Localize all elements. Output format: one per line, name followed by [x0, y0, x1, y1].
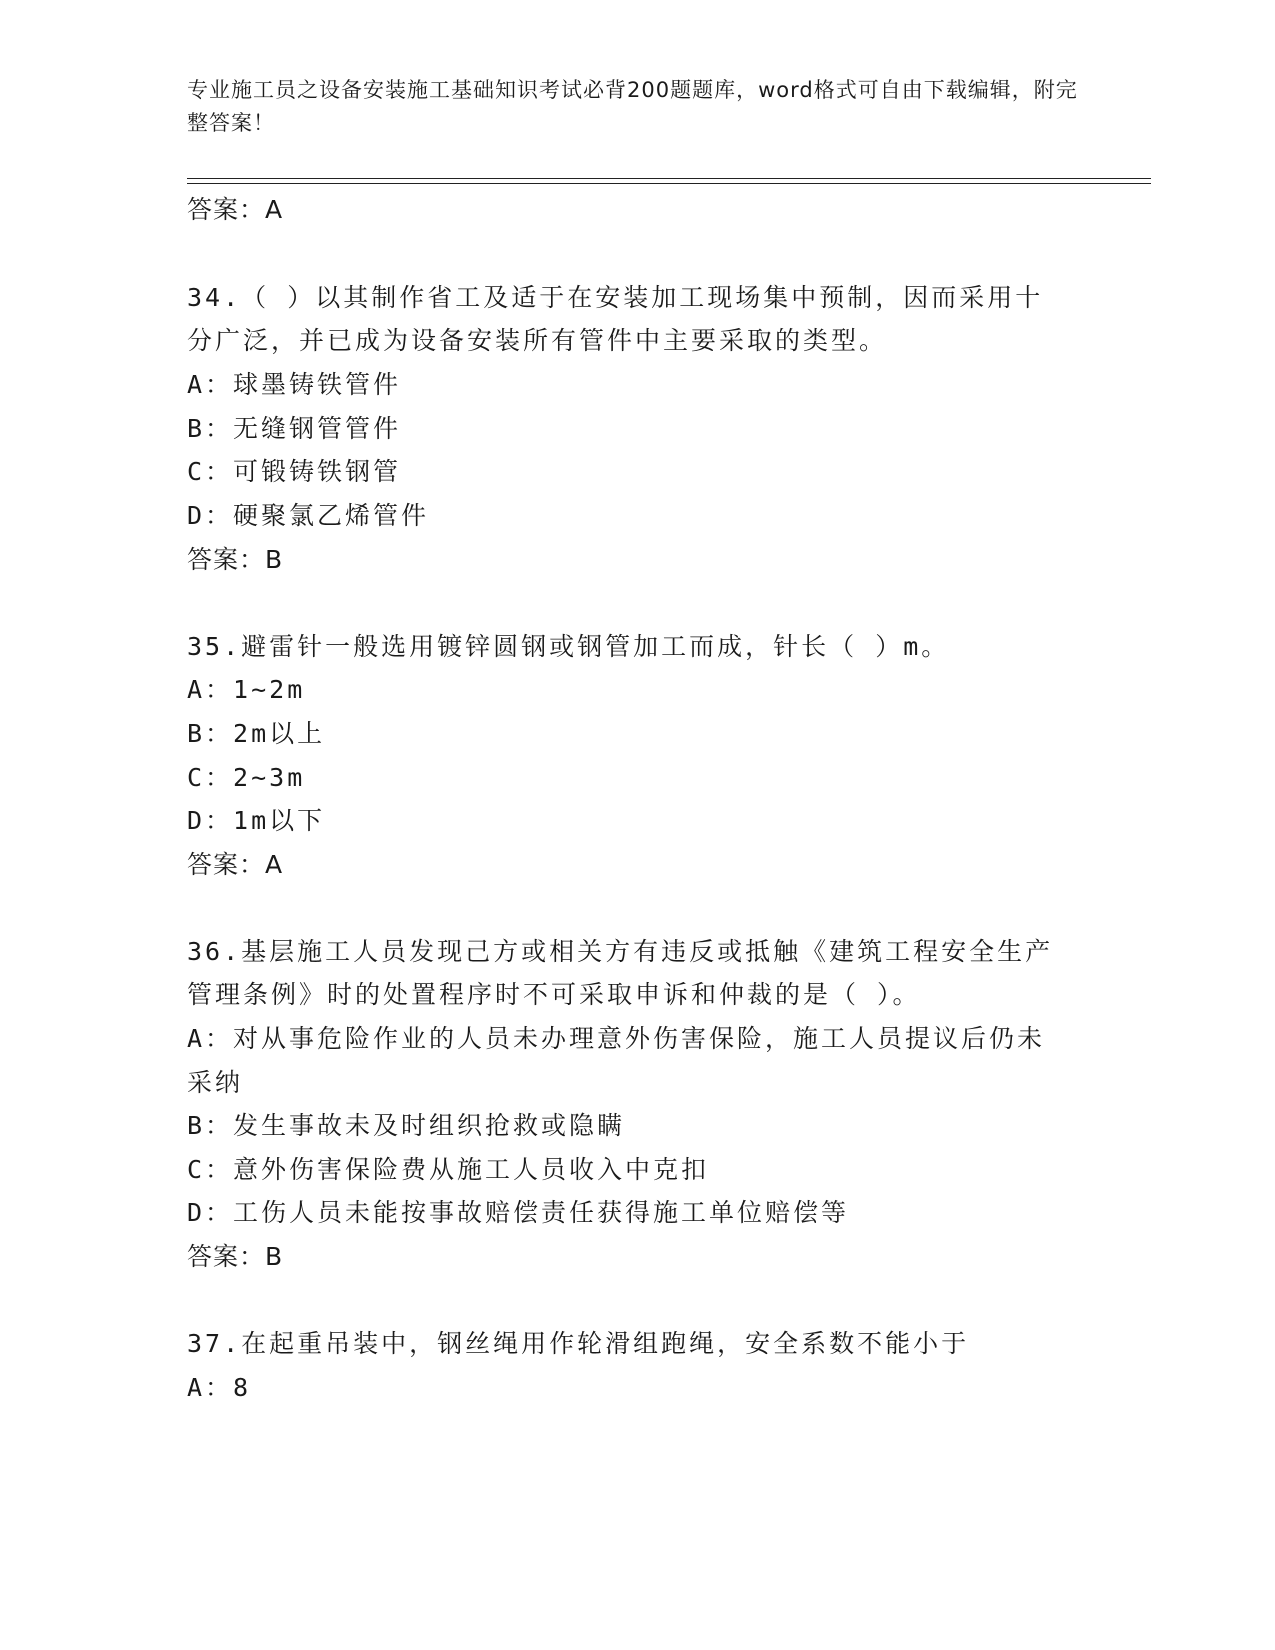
q37-stem: 37.在起重吊装中，钢丝绳用作轮滑组跑绳，安全系数不能小于 [187, 1329, 970, 1358]
answer-q34: 答案：B [187, 545, 284, 574]
q36-option-a-line1: A：对从事危险作业的人员未办理意外伤害保险，施工人员提议后仍未 [187, 1024, 1046, 1053]
q36-option-c: C：意外伤害保险费从施工人员收入中克扣 [187, 1155, 710, 1184]
q35-option-b: B：2m以上 [187, 719, 326, 748]
answer-q33: 答案：A [187, 195, 284, 224]
q36-stem-line2: 管理条例》时的处置程序时不可采取申诉和仲裁的是（ ）。 [187, 980, 921, 1009]
q36-option-b: B：发生事故未及时组织抢救或隐瞒 [187, 1111, 626, 1140]
q35-option-d: D：1m以下 [187, 806, 326, 835]
header-divider-top [187, 178, 1151, 179]
q35-stem: 35.避雷针一般选用镀锌圆钢或钢管加工而成，针长（ ）m。 [187, 632, 950, 661]
q35-option-c: C：2~3m [187, 763, 306, 792]
q36-stem-line1: 36.基层施工人员发现己方或相关方有违反或抵触《建筑工程安全生产 [187, 937, 1054, 966]
q34-stem-line2: 分广泛，并已成为设备安装所有管件中主要采取的类型。 [187, 326, 888, 355]
q35-option-a: A：1~2m [187, 675, 306, 704]
answer-q35: 答案：A [187, 850, 284, 879]
answer-q36: 答案：B [187, 1242, 284, 1271]
q34-option-a: A：球墨铸铁管件 [187, 370, 402, 399]
q36-option-d: D：工伤人员未能按事故赔偿责任获得施工单位赔偿等 [187, 1198, 850, 1227]
q36-option-a-line2: 采纳 [187, 1068, 244, 1097]
q37-option-a: A：8 [187, 1373, 252, 1402]
q34-stem-line1: 34.（ ）以其制作省工及适于在安装加工现场集中预制，因而采用十 [187, 283, 1044, 312]
q34-option-b: B：无缝钢管管件 [187, 414, 402, 443]
document-header: 专业施工员之设备安装施工基础知识考试必背200题题库，word格式可自由下载编辑，附完整答案！ [187, 78, 1078, 135]
q34-option-d: D：硬聚氯乙烯管件 [187, 501, 430, 530]
q34-option-c: C：可锻铸铁钢管 [187, 457, 402, 486]
header-divider-bottom [187, 183, 1151, 184]
